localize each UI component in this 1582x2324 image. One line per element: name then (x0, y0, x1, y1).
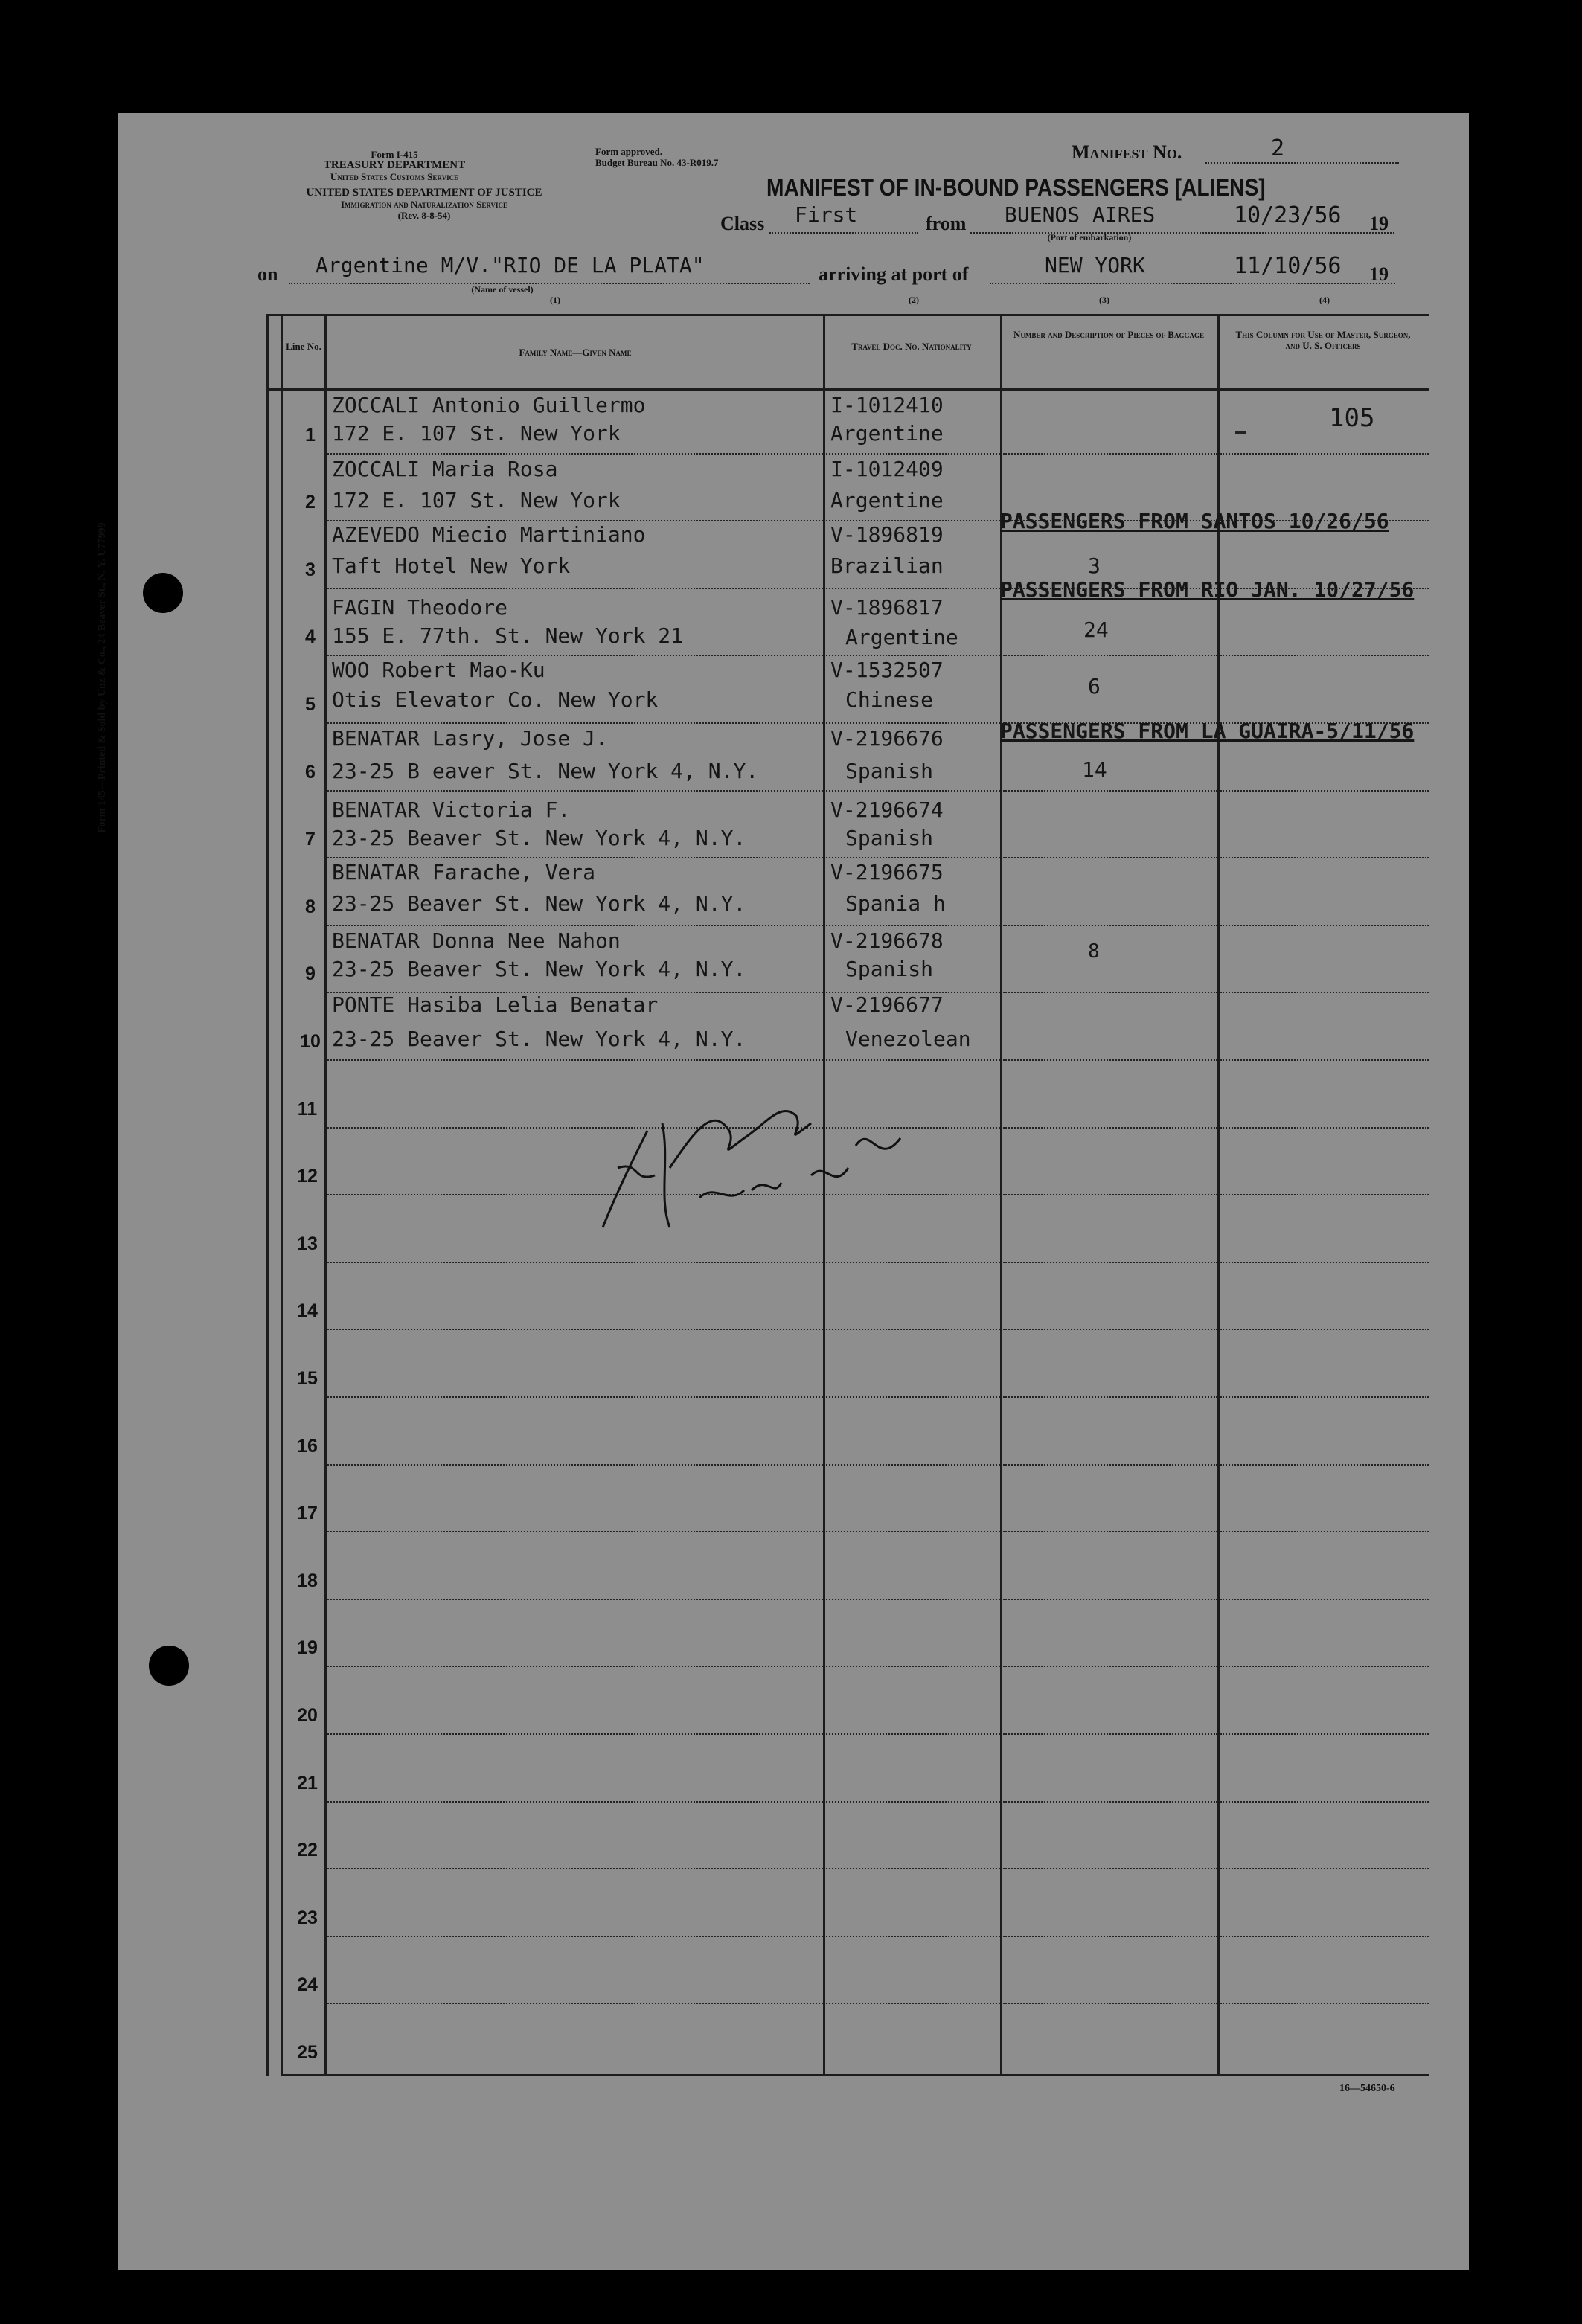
row-dotted-line (826, 1464, 1000, 1466)
travel-doc-no: V-2196678 (830, 928, 944, 953)
document-title: MANIFEST OF IN-BOUND PASSENGERS [ALIENS] (766, 174, 1266, 201)
footer-code: 16—54650-6 (1339, 2083, 1395, 2094)
row-dotted-line (826, 1936, 1000, 1937)
travel-doc-no: V-2196676 (830, 726, 944, 751)
col-header-officers: This Column for Use of Master, Surgeon, and U. S. Officers (1235, 329, 1411, 351)
passenger-address: 23-25 Beaver St. New York 4, N.Y. (332, 1027, 746, 1051)
row-dotted-line (826, 1396, 1000, 1398)
note-santos: PASSENGERS FROM SANTOS 10/26/56 (1000, 509, 1389, 533)
row-dotted-line (327, 1464, 823, 1466)
passenger-name: WOO Robert Mao-Ku (332, 658, 545, 682)
row-dotted-line (1003, 2003, 1217, 2004)
officer-dash (1235, 431, 1246, 434)
row-dotted-line (1003, 1464, 1217, 1466)
line-number: 21 (297, 1772, 318, 1794)
row-dotted-line (327, 1733, 823, 1735)
row-dotted-line (826, 2003, 1000, 2004)
row-dotted-line (1220, 1396, 1429, 1398)
row-dotted-line (327, 1329, 823, 1330)
row-dotted-line (826, 1733, 1000, 1735)
baggage-count: 24 (1083, 617, 1109, 642)
column-number-2: (2) (909, 295, 919, 305)
line-number: 22 (297, 1840, 318, 1861)
arriving-label: arriving at port of (819, 263, 969, 285)
row-dotted-line (1003, 655, 1217, 656)
row-dotted-line (1220, 1262, 1429, 1263)
nationality: Brazilian (830, 553, 944, 578)
row-dotted-line (1220, 925, 1429, 926)
row-dotted-line (1220, 1801, 1429, 1803)
passenger-address: 172 E. 107 St. New York (332, 488, 621, 513)
row-dotted-line (1003, 1801, 1217, 1803)
row-dotted-line (1220, 1194, 1429, 1195)
passenger-name: PONTE Hasiba Lelia Benatar (332, 992, 659, 1017)
nationality: Argentine (845, 625, 958, 649)
row-dotted-line (1220, 453, 1429, 455)
row-dotted-line (1003, 1666, 1217, 1667)
passenger-address: 23-25 Beaver St. New York 4, N.Y. (332, 826, 746, 850)
row-dotted-line (1003, 857, 1217, 858)
row-dotted-line (826, 1262, 1000, 1263)
passenger-address: 155 E. 77th. St. New York 21 (332, 623, 684, 648)
punch-hole-top (143, 573, 183, 613)
line-number: 24 (297, 1974, 318, 1996)
table-left-inner-border (281, 314, 283, 2076)
table-bottom-border (281, 2074, 1429, 2076)
form-approved: Form approved. (595, 146, 663, 157)
row-dotted-line (327, 520, 823, 521)
row-dotted-line (327, 1059, 823, 1061)
ins-name: Immigration and Naturalization Service (340, 199, 508, 210)
vessel-caption: (Name of vessel) (471, 284, 534, 295)
form-id-block (275, 149, 513, 182)
baggage-count: 6 (1088, 674, 1101, 699)
column-number-1: (1) (550, 295, 560, 305)
customs-service: United States Customs Service (330, 171, 459, 182)
class-line (769, 232, 918, 234)
row-dotted-line (327, 1262, 823, 1263)
port-embark-caption: (Port of embarkation) (1047, 232, 1132, 243)
travel-doc-no: V-2196675 (830, 860, 944, 885)
row-dotted-line (327, 1936, 823, 1937)
row-dotted-line (327, 588, 823, 589)
row-dotted-line (327, 925, 823, 926)
row-dotted-line (1220, 1599, 1429, 1600)
departure-date: 10/23/56 (1234, 202, 1342, 228)
column-number-4: (4) (1319, 295, 1330, 305)
col-header-name: Family Name—Given Name (519, 347, 632, 358)
line-number: 4 (305, 626, 316, 648)
passenger-name: AZEVEDO Miecio Martiniano (332, 522, 646, 547)
column-number-3: (3) (1099, 295, 1109, 305)
nationality: Spania h (845, 891, 946, 916)
row-dotted-line (1220, 1464, 1429, 1466)
baggage-count: 3 (1088, 553, 1101, 578)
travel-doc-no: V-1896817 (830, 595, 944, 620)
row-dotted-line (1220, 655, 1429, 656)
row-dotted-line (1003, 453, 1217, 455)
on-label: on (257, 263, 278, 285)
row-dotted-line (327, 722, 823, 724)
manifest-no-line (1205, 162, 1399, 164)
row-dotted-line (826, 1599, 1000, 1600)
row-dotted-line (1220, 1868, 1429, 1869)
row-dotted-line (826, 1329, 1000, 1330)
col-header-travel-doc: Travel Doc. No. Nationality (851, 341, 972, 352)
row-dotted-line (1003, 992, 1217, 993)
budget-number: Budget Bureau No. 43-R019.7 (595, 157, 719, 168)
table-left-border (266, 314, 269, 2076)
nationality: Spanish (845, 759, 934, 783)
row-dotted-line (826, 655, 1000, 656)
line-number: 15 (297, 1368, 318, 1389)
row-dotted-line (1220, 1936, 1429, 1937)
nationality: Spanish (845, 826, 934, 850)
row-dotted-line (826, 588, 1000, 589)
row-dotted-line (826, 520, 1000, 521)
passenger-address: 23-25 Beaver St. New York 4, N.Y. (332, 957, 746, 981)
arrival-port: NEW YORK (1045, 253, 1145, 277)
class-label: Class (720, 213, 765, 234)
passenger-name: BENATAR Farache, Vera (332, 860, 596, 885)
row-dotted-line (826, 1666, 1000, 1667)
row-dotted-line (327, 1666, 823, 1667)
row-dotted-line (826, 925, 1000, 926)
from-label: from (926, 213, 967, 234)
port-of-embarkation: BUENOS AIRES (1005, 202, 1156, 227)
line-number: 18 (297, 1570, 318, 1591)
line-number: 8 (305, 896, 316, 917)
arrival-line (990, 283, 1395, 284)
row-dotted-line (327, 453, 823, 455)
line-number: 6 (305, 761, 316, 783)
row-dotted-line (327, 1801, 823, 1803)
row-dotted-line (327, 655, 823, 656)
row-dotted-line (1003, 1733, 1217, 1735)
row-dotted-line (1003, 1127, 1217, 1129)
row-dotted-line (1003, 1194, 1217, 1195)
row-dotted-line (1003, 1868, 1217, 1869)
line-number: 5 (305, 694, 316, 715)
row-dotted-line (1220, 857, 1429, 858)
row-dotted-line (1220, 1733, 1429, 1735)
note-la-guaira: PASSENGERS FROM LA GUAIRA-5/11/56 (1000, 719, 1415, 743)
line-number: 23 (297, 1907, 318, 1928)
line-number: 20 (297, 1705, 318, 1726)
row-dotted-line (1003, 1599, 1217, 1600)
approval-block (595, 146, 719, 168)
nationality: Spanish (845, 957, 934, 981)
manifest-label: Manifest No. (1072, 141, 1182, 163)
row-dotted-line (1220, 1329, 1429, 1330)
treasury-dept: TREASURY DEPARTMENT (323, 159, 466, 171)
note-rio: PASSENGERS FROM RIO JAN. 10/27/56 (1000, 577, 1415, 602)
row-dotted-line (327, 1868, 823, 1869)
nationality: Chinese (845, 687, 934, 712)
line-number: 7 (305, 829, 316, 850)
row-dotted-line (826, 1531, 1000, 1532)
travel-doc-no: V-1896819 (830, 522, 944, 547)
row-dotted-line (1003, 790, 1217, 792)
row-dotted-line (826, 857, 1000, 858)
row-dotted-line (826, 453, 1000, 455)
table-header-border (266, 388, 1429, 391)
year-prefix-2: 19 (1369, 263, 1389, 285)
travel-doc-no: I-1012409 (830, 457, 944, 481)
line-number: 25 (297, 2042, 318, 2063)
row-dotted-line (1003, 1329, 1217, 1330)
row-dotted-line (1003, 1059, 1217, 1061)
baggage-count: 8 (1088, 940, 1100, 963)
travel-doc-no: V-2196677 (830, 992, 944, 1017)
line-number: 2 (305, 492, 316, 513)
line-number: 19 (297, 1637, 318, 1659)
year-prefix-1: 19 (1369, 213, 1389, 234)
row-dotted-line (826, 1059, 1000, 1061)
row-dotted-line (1220, 1531, 1429, 1532)
travel-doc-no: I-1012410 (830, 393, 944, 417)
line-number: 10 (300, 1031, 321, 1052)
baggage-count: 14 (1082, 757, 1107, 782)
col-header-baggage: Number and Description of Pieces of Baggage (1013, 329, 1204, 340)
line-number: 14 (297, 1300, 318, 1322)
officer-note: 105 (1329, 403, 1375, 433)
row-dotted-line (826, 790, 1000, 792)
row-dotted-line (327, 790, 823, 792)
row-dotted-line (1003, 1531, 1217, 1532)
passenger-address: 23-25 B eaver St. New York 4, N.Y. (332, 759, 759, 783)
row-dotted-line (327, 857, 823, 858)
row-dotted-line (826, 1868, 1000, 1869)
passenger-address: 172 E. 107 St. New York (332, 421, 621, 446)
line-number: 12 (297, 1166, 318, 1187)
row-dotted-line (1220, 992, 1429, 993)
travel-doc-no: V-2196674 (830, 797, 944, 822)
nationality: Argentine (830, 421, 944, 446)
line-number: 11 (297, 1098, 318, 1120)
nationality: Argentine (830, 488, 944, 513)
passenger-address: Taft Hotel New York (332, 553, 571, 578)
class-value: First (795, 202, 858, 227)
row-dotted-line (1220, 2003, 1429, 2004)
passenger-name: FAGIN Theodore (332, 595, 508, 620)
line-number: 3 (305, 559, 316, 580)
line-number: 16 (297, 1435, 318, 1457)
passenger-name: ZOCCALI Maria Rosa (332, 457, 558, 481)
row-dotted-line (1003, 1262, 1217, 1263)
passenger-name: BENATAR Lasry, Jose J. (332, 726, 608, 751)
vessel-name: Argentine M/V."RIO DE LA PLATA" (316, 253, 705, 277)
justice-block (253, 187, 595, 221)
passenger-name: ZOCCALI Antonio Guillermo (332, 393, 646, 417)
passenger-name: BENATAR Victoria F. (332, 797, 571, 822)
line-number: 17 (297, 1503, 318, 1524)
row-dotted-line (327, 2003, 823, 2004)
row-dotted-line (1003, 925, 1217, 926)
line-number: 1 (305, 424, 316, 446)
printer-imprint: Form 145—Printed & Sold by Unz & Co., 24 Beaver St., N. Y. U77999 (97, 522, 108, 833)
passenger-address: Otis Elevator Co. New York (332, 687, 659, 712)
row-dotted-line (1220, 1059, 1429, 1061)
row-dotted-line (1220, 1666, 1429, 1667)
justice-dept: UNITED STATES DEPARTMENT OF JUSTICE (306, 187, 542, 199)
passenger-address: 23-25 Beaver St. New York 4, N.Y. (332, 891, 746, 916)
travel-doc-no: V-1532507 (830, 658, 944, 682)
row-dotted-line (327, 1396, 823, 1398)
row-dotted-line (327, 1599, 823, 1600)
arrival-date: 11/10/56 (1234, 253, 1342, 279)
row-dotted-line (826, 1801, 1000, 1803)
passenger-name: BENATAR Donna Nee Nahon (332, 928, 621, 953)
row-dotted-line (1003, 1936, 1217, 1937)
nationality: Venezolean (845, 1027, 971, 1051)
manifest-number: 2 (1271, 135, 1285, 161)
line-number: 9 (305, 963, 316, 985)
row-dotted-line (1220, 790, 1429, 792)
row-dotted-line (826, 722, 1000, 724)
row-dotted-line (327, 1531, 823, 1532)
table-top-border (266, 314, 1429, 316)
revision: (Rev. 8-8-54) (397, 210, 451, 221)
form-number: Form I-415 (371, 149, 418, 160)
row-dotted-line (1220, 1127, 1429, 1129)
handwritten-signature (588, 1079, 930, 1250)
punch-hole-bottom (149, 1646, 189, 1686)
row-dotted-line (1003, 1396, 1217, 1398)
col-header-line-no: Line No. (286, 341, 321, 352)
line-number: 13 (297, 1233, 318, 1254)
